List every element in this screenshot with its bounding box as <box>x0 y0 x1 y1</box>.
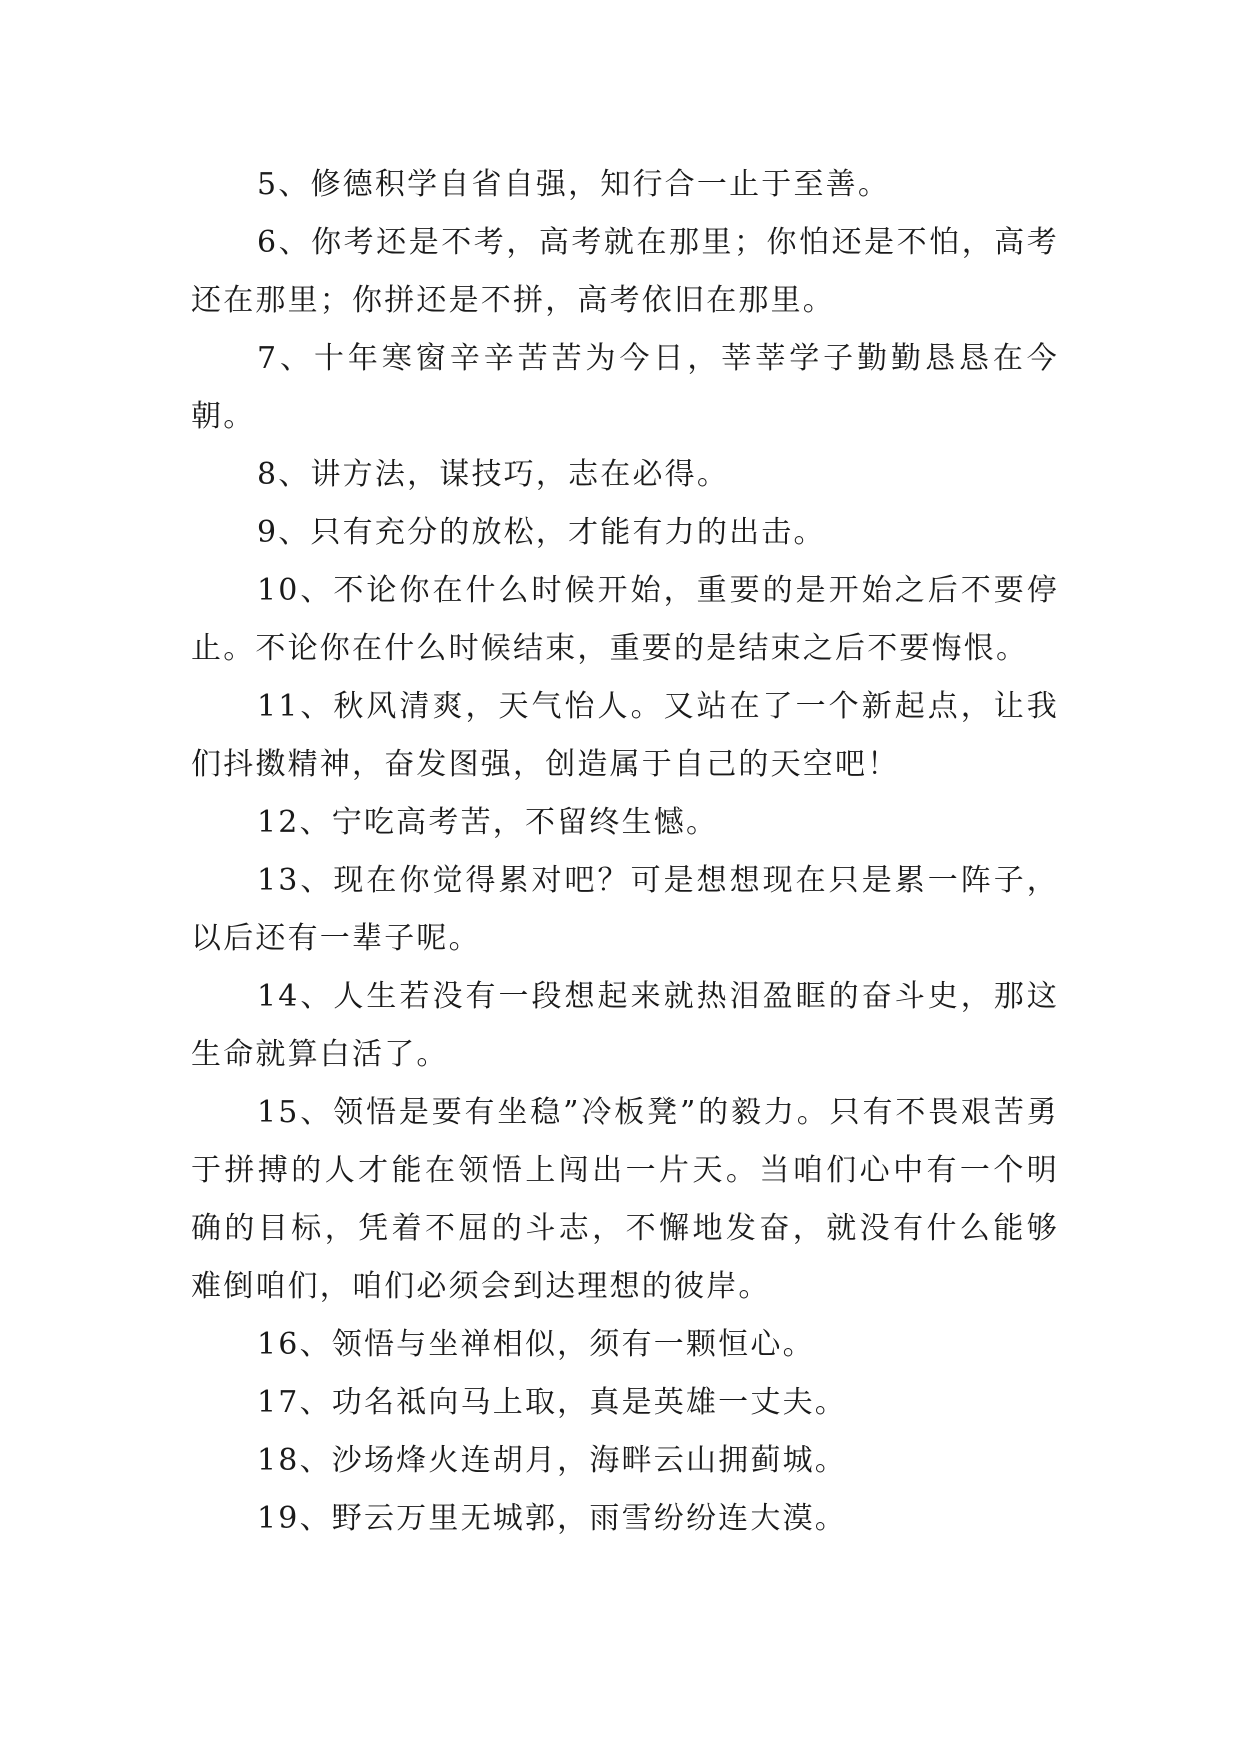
paragraph-16: 16、领悟与坐禅相似，须有一颗恒心。 <box>257 1327 815 1362</box>
paragraph-10: 10、不论你在什么时候开始，重要的是开始之后不要停止。不论你在什么时候结束，重要的是结束之后不要悔恨。 <box>191 573 1059 666</box>
paragraph-8: 8、讲方法，谋技巧，志在必得。 <box>257 457 730 492</box>
paragraph-12: 12、宁吃高考苦，不留终生憾。 <box>257 805 719 840</box>
paragraph-18: 18、沙场烽火连胡月，海畔云山拥蓟城。 <box>257 1443 847 1478</box>
paragraph-6: 6、你考还是不考，高考就在那里；你怕还是不怕，高考还在那里；你拼还是不拼，高考依旧在那里。 <box>191 225 1059 318</box>
document-body <box>191 156 1059 1548</box>
paragraph-19: 19、野云万里无城郭，雨雪纷纷连大漠。 <box>257 1501 847 1536</box>
paragraph-9: 9、只有充分的放松，才能有力的出击。 <box>257 515 826 550</box>
paragraph-14: 14、人生若没有一段想起来就热泪盈眶的奋斗史，那这生命就算白活了。 <box>191 979 1059 1072</box>
paragraph-7: 7、十年寒窗辛辛苦苦为今日，莘莘学子勤勤恳恳在今朝。 <box>191 341 1059 434</box>
paragraph-15: 15、领悟是要有坐稳”冷板凳”的毅力。只有不畏艰苦勇于拼搏的人才能在领悟上闯出一片天。当咱们心中有一个明确的目标，凭着不屈的斗志，不懈地发奋，就没有什么能够难倒咱们，咱们必须会到达理想的彼岸。 <box>191 1095 1059 1304</box>
paragraph-17: 17、功名祗向马上取，真是英雄一丈夫。 <box>257 1385 847 1420</box>
paragraph-13: 13、现在你觉得累对吧？可是想想现在只是累一阵子，以后还有一辈子呢。 <box>191 863 1059 956</box>
paragraph-11: 11、秋风清爽，天气怡人。又站在了一个新起点，让我们抖擞精神，奋发图强，创造属于自己的天空吧！ <box>191 689 1059 782</box>
paragraph-5: 5、修德积学自省自强，知行合一止于至善。 <box>257 167 891 202</box>
